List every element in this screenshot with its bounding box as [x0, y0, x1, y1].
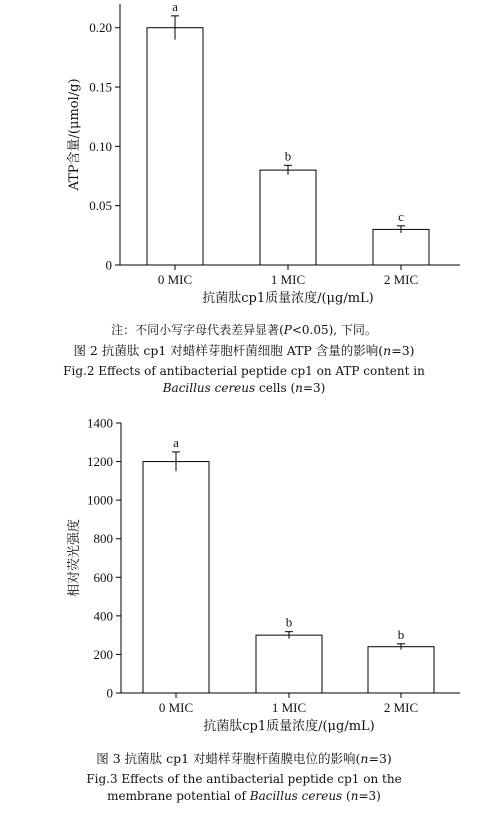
bar	[373, 229, 429, 265]
y-tick-label: 1200	[87, 454, 113, 470]
significance-letter: a	[173, 434, 179, 450]
y-tick-label: 800	[93, 531, 113, 547]
x-tick-label: 2 MIC	[383, 272, 419, 287]
fig3-caption-cn: 图 3 抗菌肽 cp1 对蜡样芽胞杆菌膜电位的影响(n=3)	[96, 751, 392, 766]
x-tick-label: 0 MIC	[158, 700, 194, 715]
x-tick-label: 1 MIC	[270, 272, 306, 287]
significance-note: 注：不同小写字母代表差异显著(P<0.05), 下同。	[111, 323, 377, 337]
bar	[143, 462, 209, 693]
y-tick-label: 600	[93, 569, 113, 585]
fig3-caption-en-line2: membrane potential of Bacillus cereus (n=3)	[107, 789, 381, 803]
y-tick-label: 0	[106, 685, 113, 701]
atp-content-bar-chart	[0, 0, 488, 312]
bar	[147, 28, 203, 265]
significance-letter: b	[397, 626, 405, 642]
fig2-caption-en-line2: Bacillus cereus cells (n=3)	[162, 381, 326, 395]
significance-letter: b	[284, 148, 292, 164]
fig3-caption-en-line1: Fig.3 Effects of the antibacterial peptide cp1 on the	[86, 772, 402, 786]
y-tick-label: 200	[93, 646, 113, 662]
y-axis-title: 相对荧光强度	[67, 518, 82, 598]
y-tick-label: 1000	[87, 492, 113, 508]
x-tick-label: 2 MIC	[383, 700, 419, 715]
x-tick-label: 1 MIC	[271, 700, 307, 715]
y-tick-label: 0	[105, 257, 112, 273]
y-tick-label: 0.05	[89, 198, 112, 214]
x-axis-title: 抗菌肽cp1质量浓度/(μg/mL)	[202, 291, 374, 306]
y-tick-label: 0.10	[89, 138, 112, 154]
significance-letter: c	[398, 208, 404, 224]
y-tick-label: 400	[93, 608, 113, 624]
x-tick-label: 0 MIC	[157, 272, 193, 287]
bar	[256, 635, 322, 693]
x-axis-title: 抗菌肽cp1质量浓度/(μg/mL)	[203, 719, 375, 734]
bar	[368, 647, 434, 693]
relative-fluorescence-bar-chart	[0, 408, 488, 738]
y-tick-label: 1400	[87, 415, 113, 431]
significance-letter: b	[285, 614, 293, 630]
bar	[260, 170, 316, 265]
y-tick-label: 0.15	[89, 79, 112, 95]
fig2-caption-en-line1: Fig.2 Effects of antibacterial peptide cp1 on ATP content in	[63, 364, 425, 378]
y-axis-title: ATP含量/(μmol/g)	[67, 78, 82, 191]
y-tick-label: 0.20	[89, 20, 112, 36]
significance-letter: a	[172, 0, 178, 14]
fig2-caption-cn: 图 2 抗菌肽 cp1 对蜡样芽胞杆菌细胞 ATP 含量的影响(n=3)	[73, 343, 415, 358]
